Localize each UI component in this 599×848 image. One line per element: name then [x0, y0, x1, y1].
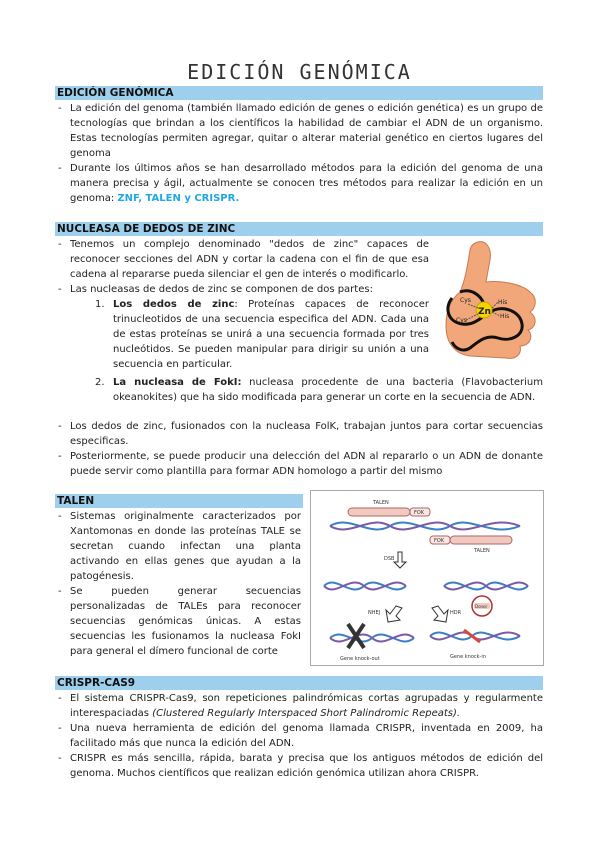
bullet-talen-2: - Se pueden generar secuencias personalizadas de TALEs para reconocer secuencias genómicas únicas. A estas secuencias les fusionamos la nucleasa FokI para general el dímero funcional de corte — [57, 584, 301, 659]
talen-label-2: TALEN — [474, 548, 490, 554]
section-edicion-body — [57, 101, 543, 206]
bullet-crispr-2: - Una nueva herramienta de edición del genoma llamada CRISPR, inventada en 2009, ha facilitado más que nunca la edición del ADN. — [57, 721, 543, 751]
bullet-edicion-2 — [57, 161, 543, 206]
fok-label-2: FOK — [434, 538, 445, 544]
bullet-edicion-2-text: Durante los últimos años se han desarrollado métodos para la edición del genoma de una manera precisa y ágil, actualmente se conocen tres métodos para realizar la edición en un genoma: — [70, 163, 543, 204]
crispr-body — [57, 691, 543, 781]
methods-highlight: ZNF, TALEN y CRISPR. — [117, 193, 240, 204]
zinc-item-2-bold: La nucleasa de FokI: — [113, 377, 242, 388]
zinc-finger-hand-figure — [440, 238, 544, 370]
zinc-item-2-number: 2. — [95, 377, 105, 388]
zinc-item-2 — [95, 375, 543, 405]
nhej-label: NHEJ — [368, 610, 381, 616]
bullet-crispr-1-text: El sistema CRISPR-Cas9, son repeticiones palindrómicas cortas agrupadas y regularmente interespaciadas — [70, 693, 543, 719]
cys-label-2: Cys — [456, 317, 467, 324]
knockout-label: Gene knock-out — [340, 656, 380, 662]
zinc-item-2-desc: nucleasa procedente de una bacteria (Flavobacterium okeanokites) que ha sido modificada para generar un corte en la secuencia de ADN. — [113, 377, 543, 403]
his-label-2: His — [500, 313, 510, 320]
donor-label: Donor — [475, 604, 488, 609]
talen-label-1: TALEN — [373, 500, 389, 506]
zinc-item-1-text — [95, 297, 429, 372]
knockin-label: Gene knock-in — [450, 654, 486, 660]
cys-label-1: Cys — [460, 297, 471, 304]
section-heading-edicion: EDICIÓN GENÓMICA — [55, 86, 543, 100]
section-heading-crispr: CRISPR-CAS9 — [55, 676, 543, 690]
bullet-crispr-3: - CRISPR es más sencilla, rápida, barata y precisa que los antiguos métodos de edición del genoma. Muchos científicos que realizan edición genómica utilizan ahora CRISPR. — [57, 751, 543, 781]
talen-protein-top — [348, 508, 410, 516]
section-heading-talen: TALEN — [55, 494, 303, 508]
zinc-outro-body — [57, 419, 543, 479]
zinc-item-2-text — [95, 375, 543, 405]
hdr-label: HDR — [450, 610, 462, 616]
zinc-item-1 — [95, 297, 429, 372]
his-label-1: His — [498, 299, 508, 306]
zinc-item-1-number: 1. — [95, 299, 105, 310]
bullet-crispr-1 — [57, 691, 543, 721]
bullet-edicion-1: - La edición del genoma (también llamado edición de genes o edición genética) es un grupo de tecnologías que brindan a los científicos la habilidad de cambiar el ADN de un organismo. Estas tecnologías permiten agregar, quitar o alterar material genético en ciertos lugares del genoma — [57, 101, 543, 161]
talen-body — [57, 509, 301, 659]
zinc-label: Zn — [478, 307, 491, 317]
dsb-label: DSB — [384, 556, 395, 562]
page-title: EDICIÓN GENÓMICA — [187, 60, 412, 84]
bullet-zinc-4: - Posteriormente, se puede producir una delección del ADN al repararlo o un ADN de donante puede servir como plantilla para formar ADN homologo a partir del mismo — [57, 449, 543, 479]
bullet-crispr-1-italic: (Clustered Regularly Interspaced Short Palindromic Repeats). — [152, 708, 461, 719]
fok-label-1: FOK — [414, 510, 425, 516]
bullet-talen-1: - Sistemas originalmente caracterizados por Xantomonas en donde las proteínas TALE se secretan cuando infectan una planta activando en ellas genes que ayudan a la patogénesis. — [57, 509, 301, 584]
section-heading-zinc: NUCLEASA DE DEDOS DE ZINC — [55, 222, 543, 236]
zinc-item-1-bold: Los dedos de zinc — [113, 299, 235, 310]
zinc-intro-body — [57, 237, 429, 297]
talen-diagram-figure — [310, 490, 544, 666]
talen-protein-bottom — [450, 536, 512, 544]
bullet-zinc-2: - Las nucleasas de dedos de zinc se componen de dos partes: — [57, 282, 429, 297]
bullet-zinc-3: - Los dedos de zinc, fusionados con la nucleasa FolK, trabajan juntos para cortar secuencias especificas. — [57, 419, 543, 449]
zinc-item-1-desc: : Proteínas capaces de reconocer trinucleotidos de una secuencia especifica del ADN. Cada una de estas proteínas se unirá a una secuencia formada por tres nucleótidos. Se pueden manipular para dirigir su unión a una secuencia en particular. — [113, 299, 429, 370]
bullet-zinc-1: - Tenemos un complejo denominado "dedos de zinc" capaces de reconocer secciones del ADN y cortar la cadena con el fin de que esa cadena al repararse pueda silenciar el gen de interés o modificarlo. — [57, 237, 429, 282]
